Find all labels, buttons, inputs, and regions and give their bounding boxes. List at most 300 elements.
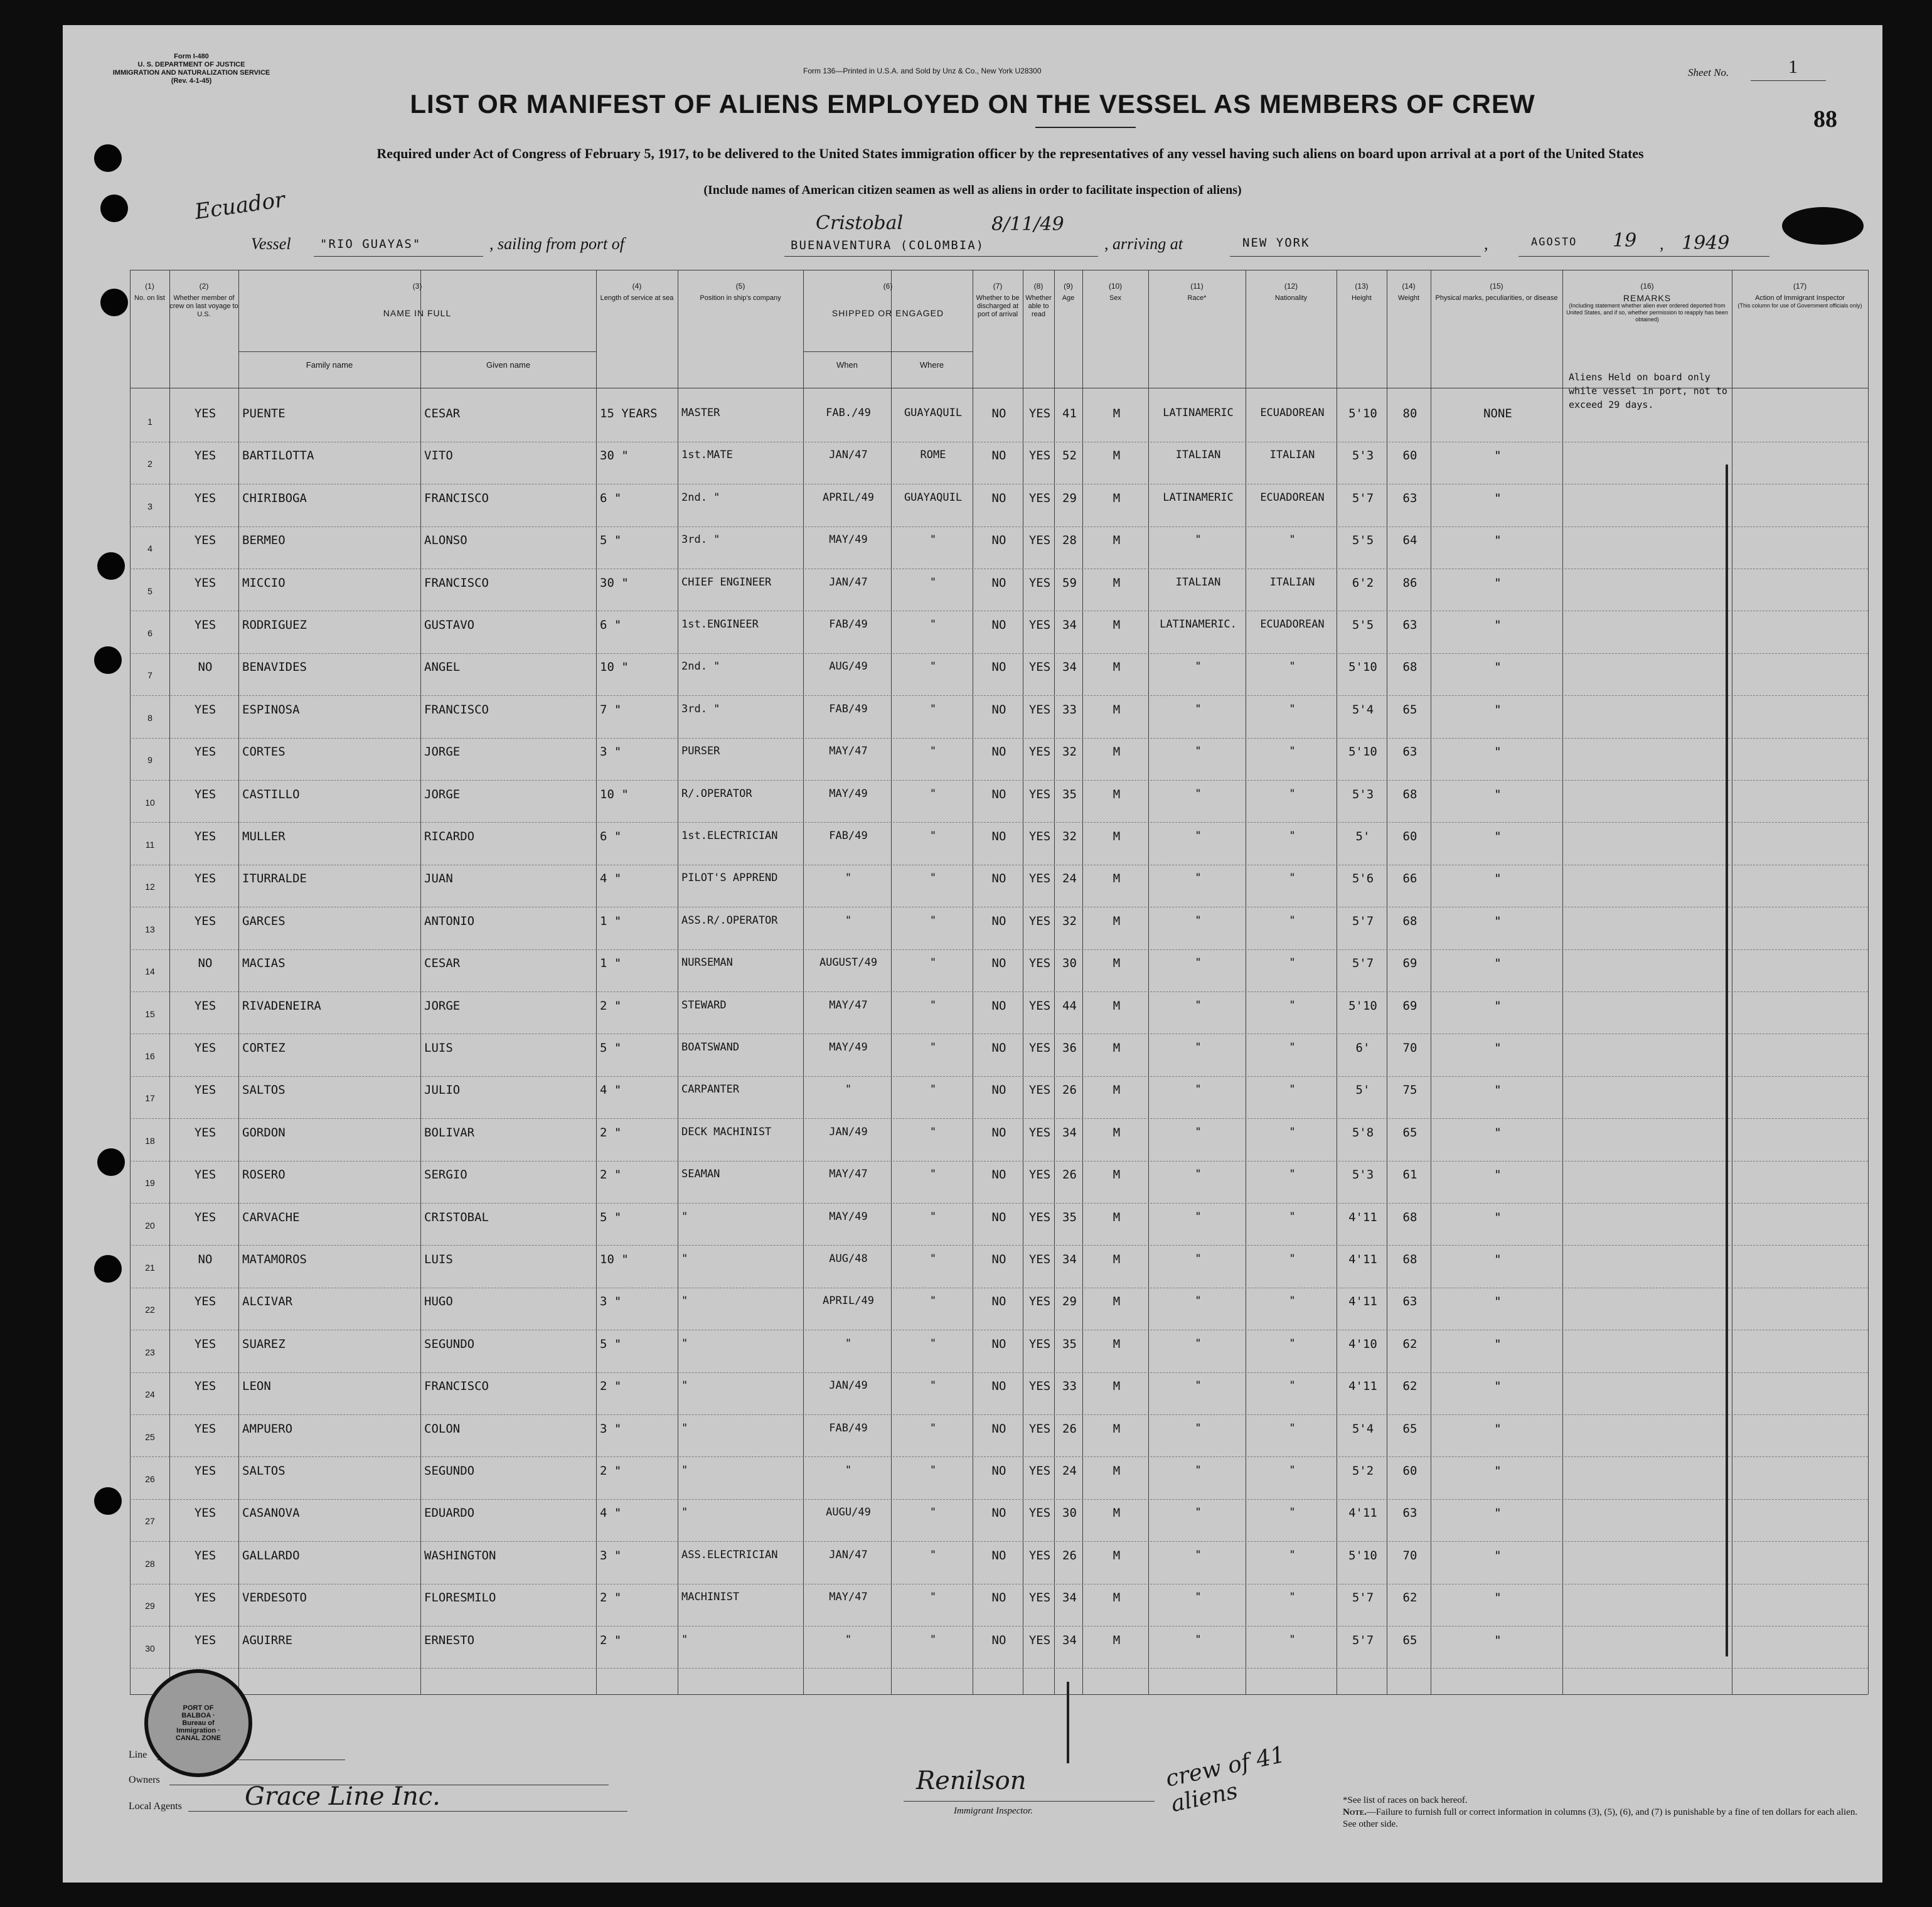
cell-sex: M	[1113, 618, 1121, 632]
cell-disch: NO	[991, 914, 1006, 928]
column-label: REMARKS	[1623, 293, 1672, 303]
cell-nat: ECUADOREAN	[1260, 407, 1325, 419]
cell-race: "	[1195, 830, 1202, 842]
binder-hole	[100, 195, 128, 222]
cell-given: LUIS	[424, 1041, 453, 1055]
cell-service: 5 "	[600, 1041, 622, 1055]
cell-position: "	[681, 1464, 688, 1477]
cell-sex: M	[1113, 1506, 1121, 1520]
cell-position: SEAMAN	[681, 1168, 720, 1181]
column-number: (9)	[1064, 282, 1073, 291]
cell-age: 26	[1062, 1548, 1077, 1562]
cell-disch: NO	[991, 956, 1006, 971]
cell-given: SERGIO	[424, 1168, 467, 1182]
row-number: 24	[145, 1389, 155, 1400]
cell-given: JULIO	[424, 1083, 461, 1098]
column-number: (4)	[632, 282, 642, 291]
cell-age: 41	[1062, 407, 1077, 420]
vessel-label: Vessel	[251, 235, 291, 253]
cell-given: ALONSO	[424, 533, 467, 548]
cell-when: AUG/48	[829, 1253, 868, 1265]
column-header-3	[238, 282, 596, 318]
cell-where: "	[929, 1337, 937, 1350]
cell-service: 4 "	[600, 1083, 622, 1098]
cell-position: "	[681, 1506, 688, 1519]
cell-when: JAN/47	[829, 575, 868, 589]
row-number: 15	[145, 1008, 155, 1019]
cell-where: "	[929, 1548, 937, 1561]
cell-service: 2 "	[600, 1591, 622, 1605]
row-number: 21	[145, 1263, 155, 1273]
cell-crew: YES	[194, 1083, 216, 1098]
cell-where: "	[929, 745, 937, 758]
binder-hole	[100, 289, 128, 316]
owners-label: Owners	[129, 1775, 160, 1785]
cell-age: 52	[1062, 449, 1077, 463]
row-number: 1	[147, 417, 152, 427]
cell-height: 4'10	[1348, 1337, 1377, 1351]
cell-where: "	[929, 702, 937, 715]
cell-nat: "	[1289, 1041, 1296, 1054]
cell-when: "	[845, 1464, 852, 1477]
cell-read: YES	[1028, 1041, 1051, 1055]
cell-position: BOATSWAND	[681, 1041, 740, 1054]
cell-crew: YES	[194, 1548, 216, 1562]
column-number: (8)	[1033, 282, 1043, 291]
cell-family: ROSERO	[242, 1168, 286, 1182]
subheader-where: Where	[919, 360, 944, 370]
cell-weight: 69	[1402, 956, 1417, 971]
cell-weight: 86	[1402, 575, 1417, 590]
cell-family: SALTOS	[242, 1464, 286, 1478]
column-label: Age	[1062, 294, 1075, 302]
row-rule	[130, 822, 1868, 823]
cell-position: ASS.ELECTRICIAN	[681, 1548, 778, 1561]
cell-read: YES	[1028, 1253, 1051, 1266]
arrival-underline	[1230, 256, 1481, 257]
column-header-5	[678, 282, 803, 302]
cell-where: "	[929, 533, 937, 547]
cell-marks: "	[1494, 1295, 1502, 1309]
cell-where: "	[929, 1506, 937, 1519]
column-number: (17)	[1793, 282, 1807, 291]
cell-marks: "	[1494, 830, 1502, 843]
binder-hole	[97, 552, 125, 580]
cell-service: 5 "	[600, 533, 622, 548]
cell-race: LATINAMERIC.	[1160, 618, 1237, 631]
inspector-label: Immigrant Inspector.	[954, 1806, 1033, 1816]
cell-given: JORGE	[424, 998, 461, 1013]
cell-race: "	[1195, 660, 1202, 673]
cell-given: FRANCISCO	[424, 575, 489, 590]
cell-position: 3rd. "	[681, 702, 720, 715]
row-rule	[130, 1245, 1868, 1246]
cell-where: "	[929, 660, 937, 673]
cell-where: "	[929, 1591, 937, 1604]
arriving-label: , arriving at	[1104, 235, 1183, 253]
cell-when: "	[845, 1083, 852, 1096]
cell-crew: YES	[194, 1464, 216, 1478]
row-rule	[130, 1626, 1868, 1627]
cell-disch: NO	[991, 745, 1006, 759]
cell-disch: NO	[991, 1295, 1006, 1309]
cell-weight: 68	[1402, 914, 1417, 928]
cell-where: "	[929, 1083, 937, 1096]
cell-crew: YES	[194, 998, 216, 1013]
port-stamp	[144, 1669, 252, 1777]
cell-nat: "	[1289, 1591, 1296, 1604]
cell-marks: "	[1494, 618, 1502, 632]
cell-read: YES	[1028, 449, 1051, 463]
cell-disch: NO	[991, 787, 1006, 801]
cell-sex: M	[1113, 914, 1121, 928]
cell-sex: M	[1113, 830, 1121, 843]
cell-position: 1st.MATE	[681, 449, 733, 462]
cell-given: HUGO	[424, 1295, 453, 1309]
cell-crew: YES	[194, 1421, 216, 1436]
cell-height: 5'2	[1352, 1464, 1374, 1478]
cell-weight: 63	[1402, 745, 1417, 759]
cell-family: PUENTE	[242, 407, 286, 420]
cell-sex: M	[1113, 660, 1121, 675]
cell-when: FAB/49	[829, 618, 868, 631]
subheader-given-name: Given name	[486, 360, 531, 370]
cell-age: 32	[1062, 830, 1077, 843]
requirement-text: Required under Act of Congress of February 5, 1917, to be delivered to the United States immigration officer by the representatives of any vessel having such aliens on board upon arrival at a port of the United States	[376, 146, 1644, 161]
arrival-year: 1949	[1682, 232, 1730, 254]
cell-position: PURSER	[681, 745, 720, 758]
row-rule	[130, 1456, 1868, 1457]
note-text: —Failure to furnish full or correct information in columns (3), (5), (6), and (7) is punishable by a fine of ten dollars for each alien. See other side.	[1343, 1807, 1858, 1829]
cell-read: YES	[1028, 1168, 1051, 1182]
column-header-1	[130, 282, 169, 302]
cell-when: JAN/47	[829, 1548, 868, 1561]
handwritten-port: Cristobal	[816, 212, 904, 234]
cell-when: MAY/49	[829, 1041, 868, 1054]
cell-sex: M	[1113, 1337, 1121, 1351]
cell-given: FLORESMILO	[424, 1591, 496, 1605]
column-number: (5)	[735, 282, 745, 291]
cell-age: 33	[1062, 1379, 1077, 1394]
column-label: Race*	[1187, 294, 1207, 302]
cell-height: 5'4	[1352, 702, 1374, 717]
cell-family: CARVACHE	[242, 1210, 300, 1224]
sheet-underline	[1751, 80, 1826, 81]
cell-disch: NO	[991, 1379, 1006, 1394]
column-number: (11)	[1190, 282, 1203, 291]
cell-crew: YES	[194, 872, 216, 886]
cell-read: YES	[1028, 1506, 1051, 1520]
cell-when: JAN/49	[829, 1125, 868, 1138]
cell-crew: YES	[194, 1337, 216, 1351]
date-underline	[1518, 256, 1769, 257]
cell-family: SUAREZ	[242, 1337, 286, 1351]
cell-family: LEON	[242, 1379, 271, 1394]
agents-signature: Grace Line Inc.	[245, 1782, 440, 1811]
cell-position: 2nd. "	[681, 491, 720, 504]
cell-height: 5'10	[1348, 998, 1377, 1013]
cell-race: ITALIAN	[1175, 575, 1221, 589]
cell-disch: NO	[991, 660, 1006, 675]
column-note: (This column for use of Government officials only)	[1737, 302, 1862, 309]
cell-nat: "	[1289, 1633, 1296, 1646]
cell-when: FAB/49	[829, 1421, 868, 1434]
row-number: 13	[145, 924, 155, 934]
handwritten-date: 8/11/49	[991, 213, 1064, 235]
cell-when: AUG/49	[829, 660, 868, 673]
cell-position: STEWARD	[681, 998, 727, 1012]
cell-height: 5'8	[1352, 1125, 1374, 1140]
cell-read: YES	[1028, 1295, 1051, 1309]
cell-nat: "	[1289, 1464, 1296, 1477]
column-number: (2)	[199, 282, 209, 291]
service: IMMIGRATION AND NATURALIZATION SERVICE	[112, 69, 270, 77]
cell-nat: "	[1289, 830, 1296, 842]
cell-crew: YES	[194, 575, 216, 590]
column-number: (6)	[883, 282, 893, 291]
cell-family: MACIAS	[242, 956, 286, 971]
cell-weight: 65	[1402, 1125, 1417, 1140]
title-rule	[1035, 127, 1136, 128]
column-header-11	[1148, 282, 1246, 302]
cell-sex: M	[1113, 1125, 1121, 1140]
cell-nat: "	[1289, 745, 1296, 758]
cell-race: "	[1195, 1083, 1202, 1096]
cell-given: VITO	[424, 449, 453, 463]
cell-service: 2 "	[600, 1379, 622, 1394]
cell-race: ITALIAN	[1175, 449, 1221, 462]
cell-sex: M	[1113, 533, 1121, 548]
cell-when: FAB./49	[826, 407, 871, 419]
cell-weight: 80	[1402, 407, 1417, 420]
row-number: 5	[147, 585, 152, 596]
printer-line: Form 136—Printed in U.S.A. and Sold by Unz & Co., New York U28300	[803, 67, 1042, 75]
cell-nat: "	[1289, 956, 1296, 970]
row-rule	[130, 738, 1868, 739]
cell-given: CESAR	[424, 407, 461, 420]
cell-marks: "	[1494, 914, 1502, 928]
row-number: 3	[147, 501, 152, 511]
column-label: Height	[1352, 294, 1372, 302]
cell-where: "	[929, 956, 937, 970]
cell-read: YES	[1028, 1379, 1051, 1394]
cell-weight: 63	[1402, 491, 1417, 505]
cell-service: 6 "	[600, 491, 622, 505]
cell-read: YES	[1028, 1421, 1051, 1436]
cell-sex: M	[1113, 787, 1121, 801]
footnote	[1343, 1795, 1870, 1830]
cell-read: YES	[1028, 1337, 1051, 1351]
cell-family: MICCIO	[242, 575, 286, 590]
cell-position: MASTER	[681, 407, 720, 419]
cell-given: JUAN	[424, 872, 453, 886]
cell-sex: M	[1113, 1591, 1121, 1605]
cell-position: "	[681, 1210, 688, 1223]
cell-when: MAY/47	[829, 1591, 868, 1604]
cell-disch: NO	[991, 1464, 1006, 1478]
cell-race: "	[1195, 1295, 1202, 1308]
cell-nat: ITALIAN	[1269, 449, 1315, 462]
cell-read: YES	[1028, 1633, 1051, 1647]
column-label: Action of Immigrant Inspector	[1754, 294, 1845, 302]
column-label: Weight	[1397, 294, 1420, 302]
cell-marks: "	[1494, 660, 1502, 675]
cell-sex: M	[1113, 745, 1121, 759]
row-number: 18	[145, 1135, 155, 1146]
cell-age: 29	[1062, 491, 1077, 505]
cell-position: 1st.ELECTRICIAN	[681, 830, 778, 842]
cell-race: "	[1195, 1337, 1202, 1350]
cell-when: MAY/49	[829, 533, 868, 547]
cell-age: 33	[1062, 702, 1077, 717]
cell-where: "	[929, 872, 937, 885]
column-label: No. on list	[134, 294, 165, 302]
cell-race: "	[1195, 1210, 1202, 1223]
cell-service: 30 "	[600, 575, 629, 590]
cell-race: "	[1195, 1506, 1202, 1519]
cell-read: YES	[1028, 830, 1051, 843]
revision: (Rev. 4-1-45)	[171, 77, 212, 85]
cell-service: 3 "	[600, 1421, 622, 1436]
cell-crew: NO	[198, 660, 213, 675]
cell-disch: NO	[991, 449, 1006, 463]
line-label: Line	[129, 1749, 147, 1760]
cell-read: YES	[1028, 533, 1051, 548]
cell-read: YES	[1028, 660, 1051, 675]
column-number: (14)	[1402, 282, 1416, 291]
cell-race: "	[1195, 1464, 1202, 1477]
cell-crew: YES	[194, 787, 216, 801]
cell-height: 5'10	[1348, 745, 1377, 759]
remarks-ditto-line	[1726, 464, 1728, 1657]
cell-marks: "	[1494, 1337, 1502, 1351]
row-rule	[130, 1118, 1868, 1119]
cell-where: "	[929, 1464, 937, 1477]
column-number: (10)	[1108, 282, 1123, 291]
cell-position: NURSEMAN	[681, 956, 733, 970]
cell-crew: YES	[194, 745, 216, 759]
inspector-tick	[1067, 1682, 1069, 1763]
cell-nat: "	[1289, 1210, 1296, 1223]
cell-marks: "	[1494, 998, 1502, 1013]
cell-race: "	[1195, 1591, 1202, 1604]
cell-family: GALLARDO	[242, 1548, 300, 1562]
cell-given: CRISTOBAL	[424, 1210, 489, 1224]
cell-where: "	[929, 998, 937, 1012]
port-underline	[784, 256, 1098, 257]
cell-sex: M	[1113, 1633, 1121, 1647]
cell-disch: NO	[991, 1337, 1006, 1351]
cell-disch: NO	[991, 1125, 1006, 1140]
remarks-line: while vessel in port, not to	[1569, 385, 1727, 397]
cell-sex: M	[1113, 1253, 1121, 1266]
cell-sex: M	[1113, 449, 1121, 463]
binder-hole	[97, 1148, 125, 1176]
cell-family: SALTOS	[242, 1083, 286, 1098]
cell-position: 2nd. "	[681, 660, 720, 673]
cell-age: 36	[1062, 1041, 1077, 1055]
vessel-name-underline	[314, 256, 483, 257]
cell-sex: M	[1113, 956, 1121, 971]
cell-read: YES	[1028, 956, 1051, 971]
column-header-17	[1732, 282, 1868, 309]
cell-nat: "	[1289, 1168, 1296, 1181]
cell-position: "	[681, 1337, 688, 1350]
cell-nat: "	[1289, 872, 1296, 885]
cell-disch: NO	[991, 998, 1006, 1013]
cell-marks: "	[1494, 1379, 1502, 1394]
column-note: (Including statement whether alien ever ordered deported from United States, and if so, whether permission to reapply has been obtained)	[1566, 302, 1728, 323]
cell-age: 26	[1062, 1083, 1077, 1098]
cell-sex: M	[1113, 1083, 1121, 1098]
cell-marks: "	[1494, 1548, 1502, 1562]
cell-age: 59	[1062, 575, 1077, 590]
column-label: Physical marks, peculiarities, or disease	[1435, 294, 1558, 302]
cell-service: 6 "	[600, 830, 622, 843]
cell-marks: "	[1494, 1253, 1502, 1266]
column-header-14	[1387, 282, 1431, 302]
cell-race: "	[1195, 1168, 1202, 1181]
cell-where: "	[929, 1253, 937, 1265]
cell-service: 3 "	[600, 1295, 622, 1309]
column-header-13	[1337, 282, 1387, 302]
binder-hole	[94, 1255, 122, 1283]
cell-sex: M	[1113, 1295, 1121, 1309]
column-label: Sex	[1109, 294, 1121, 302]
cell-disch: NO	[991, 1253, 1006, 1266]
cell-when: JAN/49	[829, 1379, 868, 1392]
cell-age: 24	[1062, 1464, 1077, 1478]
cell-age: 35	[1062, 787, 1077, 801]
cell-sex: M	[1113, 702, 1121, 717]
cell-read: YES	[1028, 575, 1051, 590]
cell-read: YES	[1028, 1548, 1051, 1562]
column-header-8	[1023, 282, 1054, 319]
row-rule	[130, 653, 1868, 654]
column-number: (1)	[145, 282, 154, 291]
cell-given: FRANCISCO	[424, 702, 489, 717]
cell-weight: 65	[1402, 1633, 1417, 1647]
cell-sex: M	[1113, 1548, 1121, 1562]
cell-height: 5'3	[1352, 1168, 1374, 1182]
cell-service: 6 "	[600, 618, 622, 632]
cell-family: CORTEZ	[242, 1041, 286, 1055]
cell-when: MAY/49	[829, 787, 868, 800]
cell-crew: YES	[194, 830, 216, 843]
cell-crew: YES	[194, 407, 216, 420]
cell-where: "	[929, 575, 937, 589]
cell-where: "	[929, 1125, 937, 1138]
cell-position: CHIEF ENGINEER	[681, 575, 772, 589]
column-header-12	[1246, 282, 1337, 302]
cell-where: "	[929, 1379, 937, 1392]
cell-crew: YES	[194, 1633, 216, 1647]
note-line	[1343, 1807, 1870, 1830]
vessel-name: "RIO GUAYAS"	[320, 237, 422, 251]
cell-age: 34	[1062, 618, 1077, 632]
races-note: *See list of races on back hereof.	[1343, 1795, 1468, 1805]
shipped-subheader-rule	[803, 351, 973, 352]
cell-sex: M	[1113, 407, 1121, 420]
cell-weight: 70	[1402, 1041, 1417, 1055]
cell-crew: YES	[194, 618, 216, 632]
cell-race: "	[1195, 1041, 1202, 1054]
cell-marks: "	[1494, 872, 1502, 886]
column-label: SHIPPED OR ENGAGED	[831, 308, 944, 318]
sailing-port: BUENAVENTURA (COLOMBIA)	[791, 238, 985, 252]
row-rule	[130, 780, 1868, 781]
cell-when: FAB/49	[829, 702, 868, 715]
